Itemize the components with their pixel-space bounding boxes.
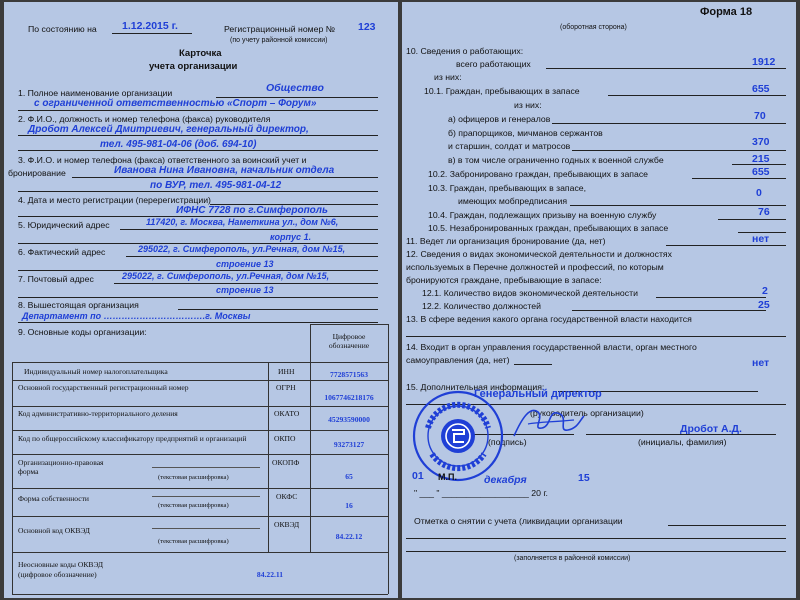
field8-value: Департамент по …………………………….г. Москвы — [22, 311, 251, 321]
removal-label: Отметка о снятии с учета (ликвидации организации — [414, 516, 623, 526]
limited-value: 215 — [752, 153, 770, 165]
card-front-page — [4, 2, 398, 598]
field5-label: 5. Юридический адрес — [18, 220, 110, 230]
card-title-line1: Карточка — [179, 48, 222, 59]
code-row-6-decode: (текстовая расшифровка) — [158, 502, 229, 509]
digital-header: Цифровое обозначение — [328, 332, 370, 350]
field5-value-line2: корпус 1. — [270, 232, 312, 242]
s10-2-label: 10.2. Забронировано граждан, пребывающих в запасе — [428, 169, 648, 179]
s10-1-label: 10.1. Граждан, пребывающих в запасе — [424, 86, 580, 96]
field4-value: ИФНС 7728 по г.Симферополь — [176, 205, 328, 216]
reg-number-value: 123 — [358, 21, 376, 33]
officers-value: 70 — [754, 110, 766, 122]
s12-label-line3: бронируются граждане, пребывающие в запасе: — [406, 275, 602, 285]
code-row-1-name: Индивидуальный номер налогоплательщика — [24, 367, 168, 376]
s12-1-value: 2 — [762, 285, 768, 297]
state-label: По состоянию на — [28, 24, 97, 34]
state-date: 1.12.2015 г. — [122, 20, 178, 32]
date-day: 01 — [412, 470, 424, 482]
code-row-7-code: ОКВЭД — [274, 520, 300, 529]
field6-value-line1: 295022, г. Симферополь, ул.Речная, дом №15, — [138, 244, 346, 254]
code-row-6-value: 16 — [345, 501, 353, 510]
code-row-2-code: ОГРН — [276, 383, 296, 392]
s10-2-value: 655 — [752, 166, 770, 178]
code-row-5-decode: (текстовая расшифровка) — [158, 474, 229, 481]
code-row-7-name: Основной код ОКВЭД — [18, 526, 90, 535]
s12-1-label: 12.1. Количество видов экономической деятельности — [422, 288, 638, 298]
s12-2-value: 25 — [758, 299, 770, 311]
of-them-label: из них: — [434, 72, 462, 82]
limited-label: в) в том числе ограниченно годных к военной службе — [448, 155, 664, 165]
s12-label-line2: используемых в Перечне должностей и профессий, по которым — [406, 262, 664, 272]
field1-value-line1: Общество — [266, 82, 324, 94]
mp-label: М.П. — [438, 472, 457, 482]
date-month: декабря — [484, 474, 527, 486]
code-row-1-code: ИНН — [278, 367, 295, 376]
code-row-2-name: Основной государственный регистрационный номер — [18, 383, 189, 392]
field3-value-line2: по ВУР, тел. 495-981-04-12 — [150, 180, 282, 191]
field8-label: 8. Вышестоящая организация — [18, 300, 139, 310]
code-row-7-value: 84.22.12 — [335, 532, 363, 541]
s13-label: 13. В сфере ведения какого органа государственной власти находится — [406, 314, 692, 324]
code-row-5-code: ОКОПФ — [272, 458, 300, 467]
code-row-4-value: 93273127 — [333, 440, 365, 449]
field3-label-line1: 3. Ф.И.О. и номер телефона (факса) ответственного за воинский учет и — [18, 155, 307, 165]
code-row-1-value: 7728571563 — [330, 370, 368, 379]
s14-label-line1: 14. Входит в орган управления государственной власти, орган местного — [406, 342, 697, 352]
field6-label: 6. Фактический адрес — [18, 247, 106, 257]
card-title-line2: учета организации — [149, 61, 238, 72]
s11-value: нет — [752, 233, 770, 245]
s12-label-line1: 12. Сведения о видах экономической деятельности и должностях — [406, 249, 672, 259]
soldiers-label: и старшин, солдат и матросов — [448, 141, 571, 151]
date-year: 15 — [578, 472, 590, 484]
field2-value-line1: Дробот Алексей Дмитриевич, генеральный директор, — [28, 124, 309, 135]
s15-label: 15. Дополнительная информация: — [406, 382, 545, 392]
reg-number-note: (по учету районной комиссии) — [230, 37, 328, 44]
code-row-8-name: Неосновные коды ОКВЭД (цифровое обозначение) — [18, 560, 104, 579]
s12-2-label: 12.2. Количество должностей — [422, 301, 541, 311]
field2-label: 2. Ф.И.О., должность и номер телефона (факса) руководителя — [18, 114, 271, 124]
code-row-7-decode: (текстовая расшифровка) — [158, 538, 229, 545]
date-line: " ___ " __________________ 20 г. — [414, 488, 548, 498]
soldiers-value: 370 — [752, 136, 770, 148]
card-back-page — [402, 2, 796, 598]
head-note: (руководитель организации) — [530, 408, 644, 418]
code-row-6-code: ОКФС — [276, 492, 298, 501]
code-row-3-code: ОКАТО — [274, 409, 300, 418]
field7-value-line2: строение 13 — [216, 285, 274, 295]
signature-icon — [508, 398, 588, 446]
total-value: 1912 — [752, 56, 776, 68]
field1-value-line2: с ограниченной ответственностью «Спорт – Форум» — [34, 98, 317, 109]
s10-1-value: 655 — [752, 83, 770, 95]
s10-3-label-line1: 10.3. Граждан, пребывающих в запасе, — [428, 183, 587, 193]
code-row-8-value: 84.22.11 — [256, 570, 284, 579]
warrant-label: б) прапорщиков, мичманов сержантов — [448, 128, 603, 138]
field6-value-line2: строение 13 — [216, 259, 274, 269]
of-them-2-label: из них: — [514, 100, 542, 110]
s11-label: 11. Ведет ли организация бронирование (да, нет) — [406, 236, 606, 246]
code-row-6-name: Форма собственности — [18, 494, 89, 503]
signature-note: (подпись) — [488, 437, 527, 447]
field7-label: 7. Почтовый адрес — [18, 274, 94, 284]
code-row-5-value: 65 — [345, 472, 353, 481]
field9-label: 9. Основные коды организации: — [18, 327, 147, 337]
form-title: Форма 18 — [700, 6, 753, 18]
code-row-4-code: ОКПО — [274, 434, 296, 443]
side-note: (оборотная сторона) — [560, 24, 627, 31]
field4-label: 4. Дата и место регистрации (перерегистрации) — [18, 195, 211, 205]
officers-label: а) офицеров и генералов — [448, 114, 551, 124]
code-row-5-name: Организационно-правовая форма — [18, 458, 104, 476]
field7-value-line1: 295022, г. Симферополь, ул.Речная, дом №15, — [122, 271, 330, 281]
field3-label-line2: бронирование — [8, 168, 66, 178]
s10-4-label: 10.4. Граждан, подлежащих призыву на военную службу — [428, 210, 657, 220]
field5-value-line1: 117420, г. Москва, Наметкина ул., дом №6, — [146, 217, 339, 227]
s14-value: нет — [752, 357, 770, 369]
seal-stamp-icon — [410, 388, 506, 484]
commission-note: (заполняется в районной комиссии) — [514, 555, 631, 562]
s10-4-value: 76 — [758, 206, 770, 218]
director-position: Генеральный директор — [474, 388, 602, 400]
initials-note: (инициалы, фамилия) — [638, 437, 727, 447]
section10-label: 10. Сведения о работающих: — [406, 46, 524, 56]
s14-label-line2: самоуправления (да, нет) — [406, 355, 510, 365]
s10-3-value: 0 — [756, 187, 762, 199]
code-row-3-value: 45293590000 — [328, 415, 370, 424]
field2-value-line2: тел. 495-981-04-06 (доб. 694-10) — [100, 139, 257, 150]
field1-label: 1. Полное наименование организации — [18, 88, 173, 98]
s10-5-label: 10.5. Незабронированных граждан, пребывающих в запасе — [428, 223, 669, 233]
code-row-4-name: Код по общероссийскому классификатору предприятий и организаций — [18, 434, 247, 443]
code-row-3-name: Код административно-территориального деления — [18, 409, 178, 418]
s10-3-label-line2: имеющих мобпредписания — [458, 196, 568, 206]
initials-value: Дробот А.Д. — [680, 423, 742, 435]
codes-table — [12, 324, 388, 594]
code-row-2-value: 1067746218176 — [324, 393, 374, 402]
field3-value-line1: Иванова Нина Ивановна, начальник отдела — [114, 165, 335, 176]
reg-number-label: Регистрационный номер № — [224, 24, 336, 34]
total-label: всего работающих — [456, 59, 531, 69]
